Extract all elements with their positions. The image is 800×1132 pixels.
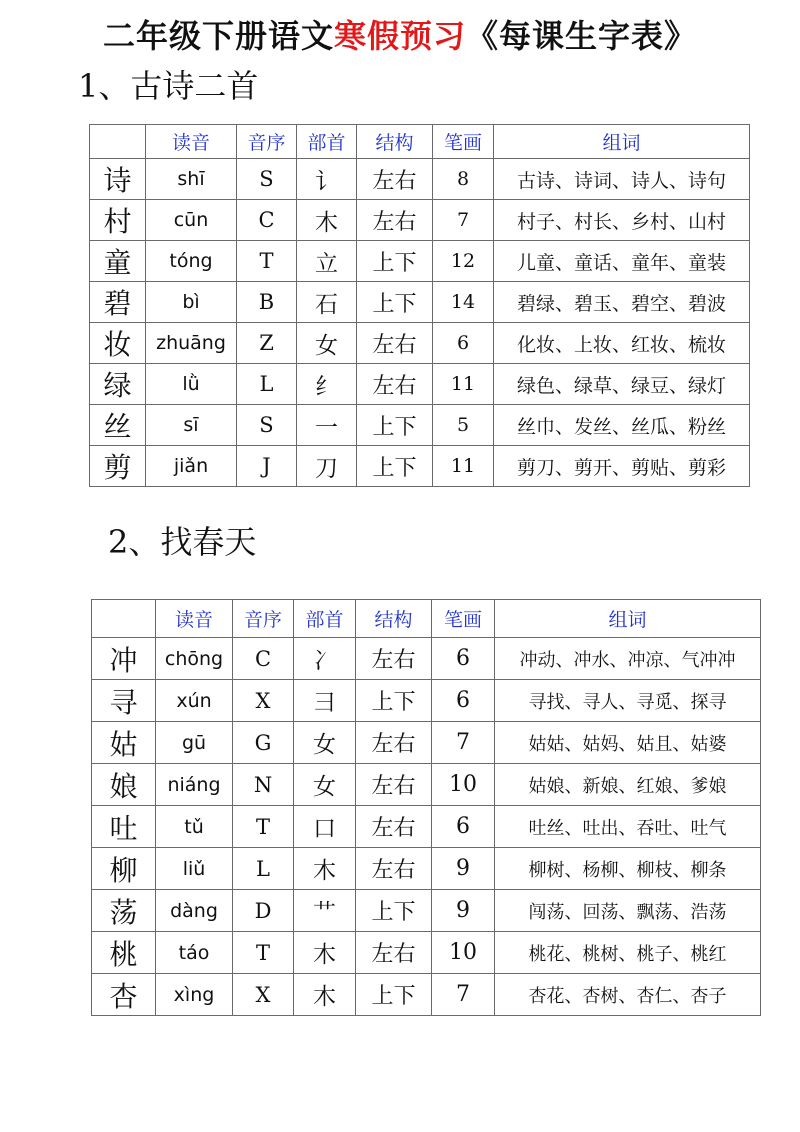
table-row <box>90 200 750 241</box>
initial-letter-cell: S <box>237 405 297 446</box>
pinyin-cell: cūn <box>146 200 237 241</box>
character-cell: 村 <box>90 200 146 241</box>
table-row <box>92 764 761 806</box>
structure-cell: 上下 <box>357 405 433 446</box>
table-row <box>90 405 750 446</box>
radical-cell: 彐 <box>294 680 356 722</box>
table-row <box>92 848 761 890</box>
stroke-count-cell: 8 <box>433 159 494 200</box>
word-group-cell: 丝巾、发丝、丝瓜、粉丝 <box>494 405 750 446</box>
character-cell: 柳 <box>92 848 156 890</box>
table-row <box>92 806 761 848</box>
stroke-count-cell: 14 <box>433 282 494 323</box>
character-cell: 冲 <box>92 638 156 680</box>
initial-letter-cell: N <box>233 764 294 806</box>
structure-cell: 左右 <box>357 159 433 200</box>
structure-cell: 左右 <box>356 722 432 764</box>
pinyin-cell: jiǎn <box>146 446 237 487</box>
character-cell: 剪 <box>90 446 146 487</box>
title-grade: 二年级下册语文 <box>102 17 334 55</box>
stroke-count-cell: 5 <box>433 405 494 446</box>
pinyin-cell: niáng <box>156 764 233 806</box>
word-group-cell: 闯荡、回荡、飘荡、浩荡 <box>495 890 761 932</box>
radical-cell: 木 <box>294 974 356 1016</box>
character-cell: 诗 <box>90 159 146 200</box>
radical-cell: 纟 <box>297 364 357 405</box>
structure-cell: 左右 <box>356 848 432 890</box>
title-table-name: 《每课生字表》 <box>466 17 698 55</box>
stroke-count-cell: 7 <box>432 722 495 764</box>
radical-cell: 艹 <box>294 890 356 932</box>
header-words: 组词 <box>495 600 761 638</box>
character-cell: 寻 <box>92 680 156 722</box>
word-group-cell: 杏花、杏树、杏仁、杏子 <box>495 974 761 1016</box>
initial-letter-cell: T <box>233 932 294 974</box>
character-cell: 绿 <box>90 364 146 405</box>
character-cell: 姑 <box>92 722 156 764</box>
table-row <box>90 159 750 200</box>
table-row <box>92 722 761 764</box>
pinyin-cell: gū <box>156 722 233 764</box>
header-pronunciation: 读音 <box>156 600 233 638</box>
stroke-count-cell: 7 <box>432 974 495 1016</box>
page-title <box>0 14 800 58</box>
initial-letter-cell: C <box>233 638 294 680</box>
radical-cell: 口 <box>294 806 356 848</box>
word-group-cell: 冲动、冲水、冲凉、气冲冲 <box>495 638 761 680</box>
header-radical: 部首 <box>294 600 356 638</box>
structure-cell: 左右 <box>357 200 433 241</box>
word-group-cell: 绿色、绿草、绿豆、绿灯 <box>494 364 750 405</box>
initial-letter-cell: S <box>237 159 297 200</box>
pinyin-cell: tóng <box>146 241 237 282</box>
stroke-count-cell: 7 <box>433 200 494 241</box>
initial-letter-cell: L <box>233 848 294 890</box>
header-char <box>92 600 156 638</box>
word-group-cell: 剪刀、剪开、剪贴、剪彩 <box>494 446 750 487</box>
table-row <box>90 323 750 364</box>
radical-cell: 木 <box>294 932 356 974</box>
initial-letter-cell: Z <box>237 323 297 364</box>
pinyin-cell: bì <box>146 282 237 323</box>
initial-letter-cell: G <box>233 722 294 764</box>
vocab-table-gushi <box>89 124 750 487</box>
word-group-cell: 柳树、杨柳、柳枝、柳条 <box>495 848 761 890</box>
pinyin-cell: tǔ <box>156 806 233 848</box>
stroke-count-cell: 6 <box>432 680 495 722</box>
header-structure: 结构 <box>356 600 432 638</box>
section-title-zhaochuntian: 2、找春天 <box>108 523 257 561</box>
pinyin-cell: xìng <box>156 974 233 1016</box>
stroke-count-cell: 6 <box>432 638 495 680</box>
structure-cell: 上下 <box>356 680 432 722</box>
stroke-count-cell: 9 <box>432 848 495 890</box>
structure-cell: 上下 <box>356 890 432 932</box>
word-group-cell: 化妆、上妆、红妆、梳妆 <box>494 323 750 364</box>
character-cell: 碧 <box>90 282 146 323</box>
character-cell: 丝 <box>90 405 146 446</box>
header-strokes: 笔画 <box>433 125 494 159</box>
header-radical: 部首 <box>297 125 357 159</box>
radical-cell: 女 <box>294 722 356 764</box>
structure-cell: 上下 <box>357 241 433 282</box>
pinyin-cell: sī <box>146 405 237 446</box>
table-row <box>92 932 761 974</box>
stroke-count-cell: 11 <box>433 446 494 487</box>
initial-letter-cell: T <box>233 806 294 848</box>
word-group-cell: 儿童、童话、童年、童装 <box>494 241 750 282</box>
character-cell: 桃 <box>92 932 156 974</box>
word-group-cell: 姑姑、姑妈、姑且、姑婆 <box>495 722 761 764</box>
table-row <box>90 241 750 282</box>
word-group-cell: 村子、村长、乡村、山村 <box>494 200 750 241</box>
radical-cell: 木 <box>297 200 357 241</box>
stroke-count-cell: 9 <box>432 890 495 932</box>
radical-cell: 石 <box>297 282 357 323</box>
pinyin-cell: chōng <box>156 638 233 680</box>
initial-letter-cell: J <box>237 446 297 487</box>
word-group-cell: 寻找、寻人、寻觅、探寻 <box>495 680 761 722</box>
radical-cell: 立 <box>297 241 357 282</box>
stroke-count-cell: 6 <box>432 806 495 848</box>
radical-cell: 冫 <box>294 638 356 680</box>
initial-letter-cell: X <box>233 974 294 1016</box>
vocab-table-zhaochuntian <box>91 599 761 1016</box>
initial-letter-cell: X <box>233 680 294 722</box>
character-cell: 杏 <box>92 974 156 1016</box>
character-cell: 吐 <box>92 806 156 848</box>
radical-cell: 一 <box>297 405 357 446</box>
header-structure: 结构 <box>357 125 433 159</box>
initial-letter-cell: T <box>237 241 297 282</box>
section-title-gushi: 1、古诗二首 <box>78 67 259 105</box>
table-row <box>92 890 761 932</box>
word-group-cell: 碧绿、碧玉、碧空、碧波 <box>494 282 750 323</box>
structure-cell: 左右 <box>356 806 432 848</box>
title-highlight: 寒假预习 <box>333 17 466 55</box>
table-row <box>92 638 761 680</box>
character-cell: 荡 <box>92 890 156 932</box>
header-initial: 音序 <box>233 600 294 638</box>
table-row <box>90 364 750 405</box>
table-row <box>90 446 750 487</box>
initial-letter-cell: L <box>237 364 297 405</box>
radical-cell: 女 <box>297 323 357 364</box>
table-row <box>92 974 761 1016</box>
header-initial: 音序 <box>237 125 297 159</box>
table-header-row <box>90 125 750 159</box>
word-group-cell: 吐丝、吐出、吞吐、吐气 <box>495 806 761 848</box>
radical-cell: 刀 <box>297 446 357 487</box>
header-pronunciation: 读音 <box>146 125 237 159</box>
structure-cell: 左右 <box>357 364 433 405</box>
pinyin-cell: liǔ <box>156 848 233 890</box>
table-row <box>90 282 750 323</box>
stroke-count-cell: 10 <box>432 932 495 974</box>
initial-letter-cell: C <box>237 200 297 241</box>
initial-letter-cell: B <box>237 282 297 323</box>
pinyin-cell: dàng <box>156 890 233 932</box>
stroke-count-cell: 10 <box>432 764 495 806</box>
pinyin-cell: zhuāng <box>146 323 237 364</box>
initial-letter-cell: D <box>233 890 294 932</box>
radical-cell: 木 <box>294 848 356 890</box>
stroke-count-cell: 12 <box>433 241 494 282</box>
stroke-count-cell: 6 <box>433 323 494 364</box>
structure-cell: 左右 <box>356 932 432 974</box>
radical-cell: 女 <box>294 764 356 806</box>
character-cell: 妆 <box>90 323 146 364</box>
radical-cell: 讠 <box>297 159 357 200</box>
header-strokes: 笔画 <box>432 600 495 638</box>
character-cell: 童 <box>90 241 146 282</box>
structure-cell: 左右 <box>357 323 433 364</box>
structure-cell: 左右 <box>356 638 432 680</box>
header-words: 组词 <box>494 125 750 159</box>
pinyin-cell: xún <box>156 680 233 722</box>
structure-cell: 上下 <box>356 974 432 1016</box>
table-row <box>92 680 761 722</box>
pinyin-cell: shī <box>146 159 237 200</box>
structure-cell: 左右 <box>356 764 432 806</box>
word-group-cell: 姑娘、新娘、红娘、爹娘 <box>495 764 761 806</box>
character-cell: 娘 <box>92 764 156 806</box>
pinyin-cell: lǜ <box>146 364 237 405</box>
stroke-count-cell: 11 <box>433 364 494 405</box>
header-char <box>90 125 146 159</box>
word-group-cell: 桃花、桃树、桃子、桃红 <box>495 932 761 974</box>
pinyin-cell: táo <box>156 932 233 974</box>
word-group-cell: 古诗、诗词、诗人、诗句 <box>494 159 750 200</box>
structure-cell: 上下 <box>357 282 433 323</box>
table-header-row <box>92 600 761 638</box>
structure-cell: 上下 <box>357 446 433 487</box>
